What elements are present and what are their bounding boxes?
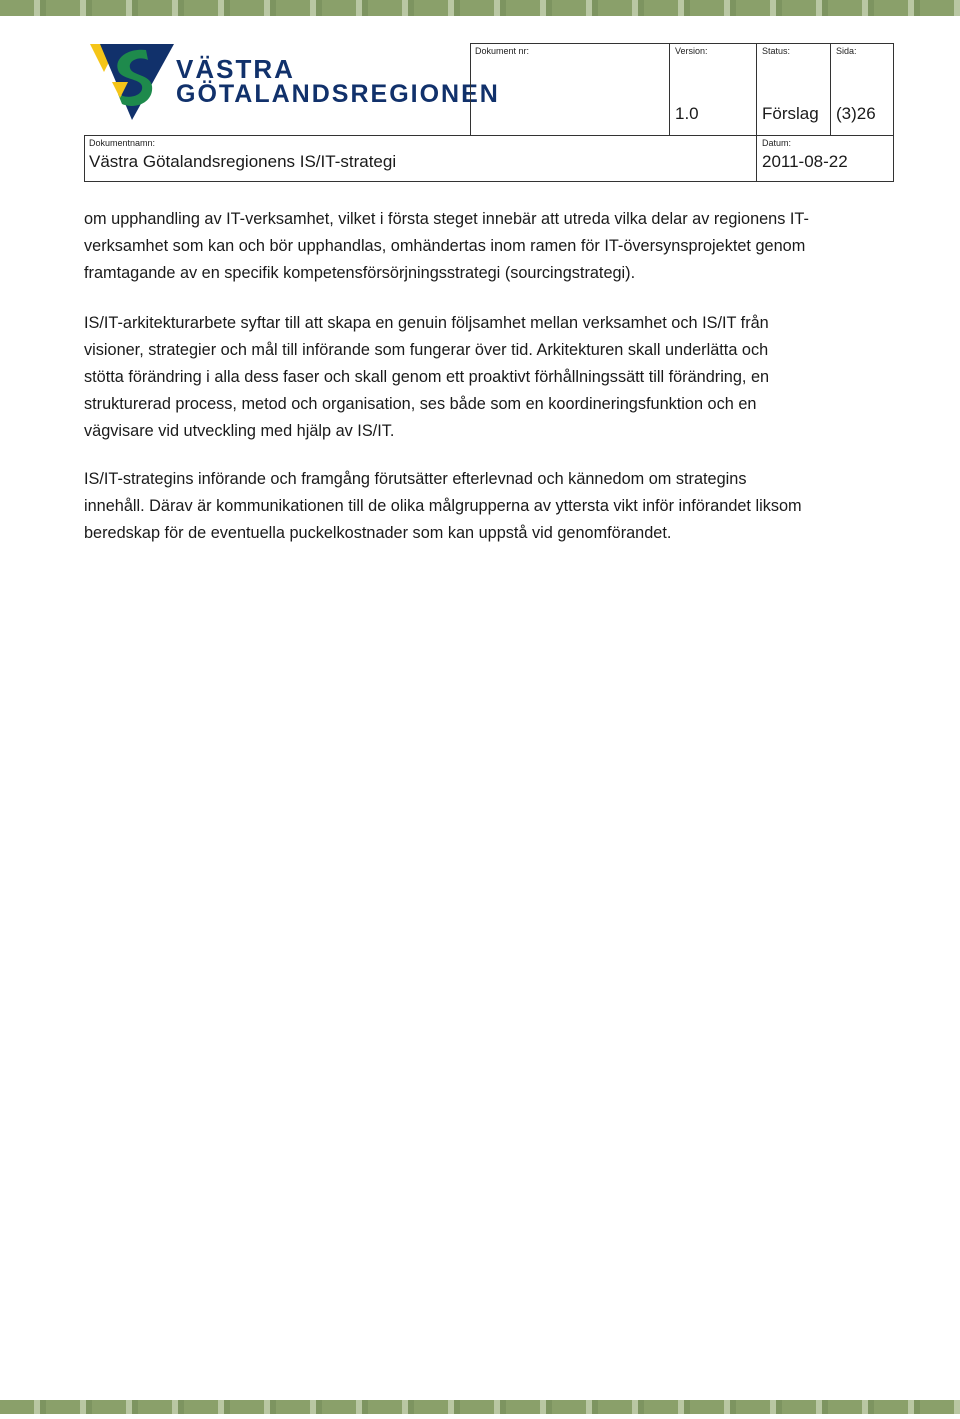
text-line: vägvisare vid utveckling med hjälp av IS/IT. <box>84 422 395 440</box>
logo-wordmark-line2: GÖTALANDSREGIONEN <box>176 80 500 108</box>
text-line: beredskap för de eventuella puckelkostnader som kan uppstå vid genomförandet. <box>84 524 672 542</box>
text-line: IS/IT-strategins införande och framgång förutsätter efterlevnad och kännedom om strategins <box>84 470 747 488</box>
version-label: Version: <box>675 46 708 56</box>
text-line: om upphandling av IT-verksamhet, vilket i första steget innebär att utreda vilka delar av regionens IT- <box>84 210 809 228</box>
docname-cell <box>84 135 757 182</box>
text-line: verksamhet som kan och bör upphandlas, omhändertas inom ramen för IT-översynsprojektet genom <box>84 237 806 255</box>
status-cell <box>756 43 831 136</box>
top-decorative-stripe <box>0 0 960 16</box>
page-cell <box>830 43 894 136</box>
bottom-decorative-stripe <box>0 1400 960 1414</box>
page-value: (3)26 <box>836 104 876 123</box>
version-cell <box>669 43 757 136</box>
text-line: visioner, strategier och mål till införande som fungerar över tid. Arkitekturen skall underlätta och <box>84 341 769 359</box>
text-line: IS/IT-arkitekturarbete syftar till att skapa en genuin följsamhet mellan verksamhet och IS/IT från <box>84 314 769 332</box>
text-line: innehåll. Därav är kommunikationen till de olika målgrupperna av yttersta vikt inför införandet liksom <box>84 497 802 515</box>
text-line: strukturerad process, metod och organisation, ses både som en koordineringsfunktion och en <box>84 395 757 413</box>
date-label: Datum: <box>762 138 792 148</box>
status-label: Status: <box>762 46 791 56</box>
version-value: 1.0 <box>675 104 699 123</box>
status-value: Förslag <box>762 104 819 123</box>
document-header-table <box>84 43 894 182</box>
docname-value: Västra Götalandsregionens IS/IT-strategi <box>89 152 397 171</box>
date-value: 2011-08-22 <box>762 152 848 171</box>
paragraph-implementation <box>84 466 894 547</box>
doc-nr-label: Dokument nr: <box>475 46 530 56</box>
paragraph-architecture <box>84 310 894 445</box>
doc-nr-cell <box>470 43 670 136</box>
date-cell <box>756 135 894 182</box>
docname-label: Dokumentnamn: <box>89 138 156 148</box>
page-label: Sida: <box>836 46 857 56</box>
logo-wordmark-line1: VÄSTRA <box>176 54 295 84</box>
text-line: framtagande av en specifik kompetensförsörjningsstrategi (sourcingstrategi). <box>84 264 636 282</box>
paragraph-sourcing <box>84 206 894 287</box>
text-line: stötta förändring i alla dess faser och skall genom ett proaktivt förhållningssätt till förändring, en <box>84 368 770 386</box>
